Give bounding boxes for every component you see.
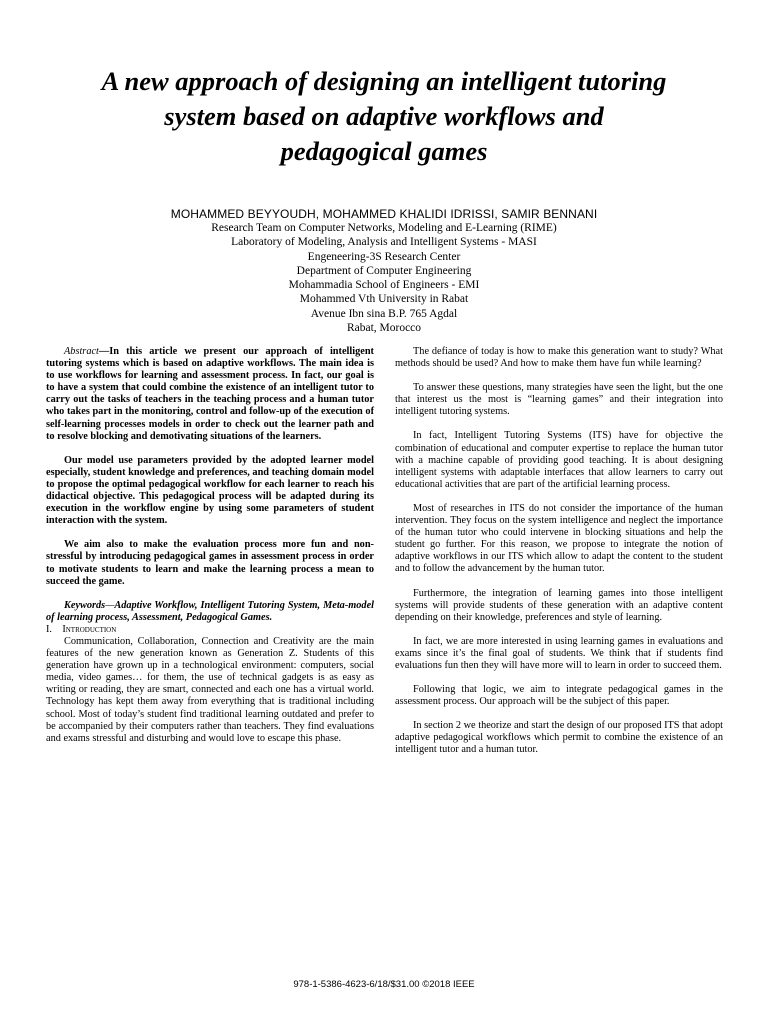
body-paragraph: Following that logic, we aim to integrate pedagogical games in the assessment process. Our approach will be the subject of this paper. (395, 684, 723, 708)
affiliation-line: Research Team on Computer Networks, Modeling and E-Learning (RIME) (211, 222, 557, 234)
abstract-label: Abstract (64, 346, 99, 357)
abstract-paragraph: Our model use parameters provided by the adopted learner model especially, student knowledge and preferences, and teaching domain model to propose the optimal pedagogical workflow for each learner to reach his didactical objective. This pedagogical process will be adapted during its execution in the workflow engine by using some parameters of student interaction with the system. (46, 454, 374, 527)
abstract-dash: — (98, 346, 110, 357)
affiliation-line: Engeneering-3S Research Center (307, 250, 461, 263)
body-paragraph: The defiance of today is how to make this generation want to study? What methods should be used? And how to make them have fun while learning? (395, 346, 723, 370)
abstract-paragraph (46, 346, 374, 443)
body-paragraph: Furthermore, the integration of learning games into those intelligent systems will provide students of these generation with an adaptive content depending on their knowledge, preferences and style of learning. (395, 587, 723, 623)
body-paragraph: In fact, we are more interested in using learning games in evaluations and exams since it’s the final goal of students. We think that if students find evaluations fun then they will have more will to learn in order to succeed them. (395, 635, 723, 671)
affiliation-line: Mohammadia School of Engineers - EMI (288, 279, 480, 292)
affiliation-line: Avenue Ibn sina B.P. 765 Agdal (310, 307, 458, 320)
keywords-label: Keywords (64, 599, 106, 611)
abstract-paragraph: We aim also to make the evaluation process more fun and non-stressful by introducing pedagogical games in assessment process in order to motivate students to learn and make the learning process a mean to succeed the game. (46, 539, 374, 587)
affiliation-line: Rabat, Morocco (346, 322, 422, 335)
title-line: A new approach of designing an intelligent tutoring (101, 66, 667, 96)
affiliation-line: Department of Computer Engineering (296, 264, 472, 277)
keywords-text: Adaptive Workflow, Intelligent Tutoring System, Meta-model of learning process, Assessment, Pedagogical Games. (46, 599, 374, 623)
body-paragraph: Most of researches in ITS do not consider the importance of the human intervention. They focus on the system intelligence and neglect the importance of the human tutor who could intervene in blocking situations and help the student go further. For this reason, we propose to integrate the notion of adaptive workflows in our ITS which allow to adapt the content to the student and to follow the advancement by the human tutor. (395, 502, 723, 575)
paper-title (30, 64, 738, 169)
title-line: system based on adaptive workflows and (164, 101, 604, 131)
keywords-paragraph (46, 600, 374, 624)
left-column (46, 346, 374, 745)
section-title: Introduction (62, 623, 117, 635)
right-column (395, 346, 723, 757)
body-paragraph: Communication, Collaboration, Connection and Creativity are the main features of the new generation known as Generation Z. Students of this generation have grown up in a technological environment: computers, social media, video games… for them, the use of technical gadgets is as easy as writing or reading, they are smart, connected and each one has a virtual world. Technology has kept them away from everything that is traditional including school. Most of today’s student find traditional learning outdated and prefer to be accompanied by their computers rather than teachers. They find evaluations and exams stressful and disturbing and would love to escape this phase. (46, 635, 374, 744)
body-paragraph: To answer these questions, many strategies have seen the light, but the one that interest us the most is “learning games” and their integration into intelligent tutoring systems. (395, 382, 723, 418)
body-paragraph: In fact, Intelligent Tutoring Systems (ITS) have for objective the combination of educational and computer expertise to replace the human tutor with a machine capable of providing good teaching. It is about designing intelligent systems with adaptable interfaces that allow learners to carry out educational activities that are part of the artificial learning process. (395, 430, 723, 490)
affiliation-line: Laboratory of Modeling, Analysis and Intelligent Systems - MASI (231, 236, 537, 249)
affiliation-block (60, 221, 708, 335)
title-line: pedagogical games (280, 136, 488, 166)
body-paragraph: In section 2 we theorize and start the design of our proposed ITS that adopt adaptive pedagogical workflows which permit to combine the existence of an intelligent tutor and a human tutor. (395, 720, 723, 756)
copyright-footer: 978-1-5386-4623-6/18/$31.00 ©2018 IEEE (293, 979, 475, 990)
section-heading (46, 624, 374, 636)
abstract-text: In this article we present our approach of intelligent tutoring systems which is based on adaptive workflows. The main idea is to use workflows for learning and assessment process. In fact, our goal is to have a system that could combine the existence of an intelligent tutor to carry out the tasks of teachers in the teaching process and a human tutor who takes part in the monitoring, control and follow-up of the execution of self-learning processes models in order to check out the learner path and to resolve blocking and demotivating situations of the learners. (46, 346, 374, 442)
section-number: I. (46, 623, 53, 635)
affiliation-line: Mohammed Vth University in Rabat (299, 293, 469, 306)
author-list: MOHAMMED BEYYOUDH, MOHAMMED KHALIDI IDRISSI, SAMIR BENNANI (170, 207, 598, 221)
keywords-dash: — (105, 599, 115, 611)
